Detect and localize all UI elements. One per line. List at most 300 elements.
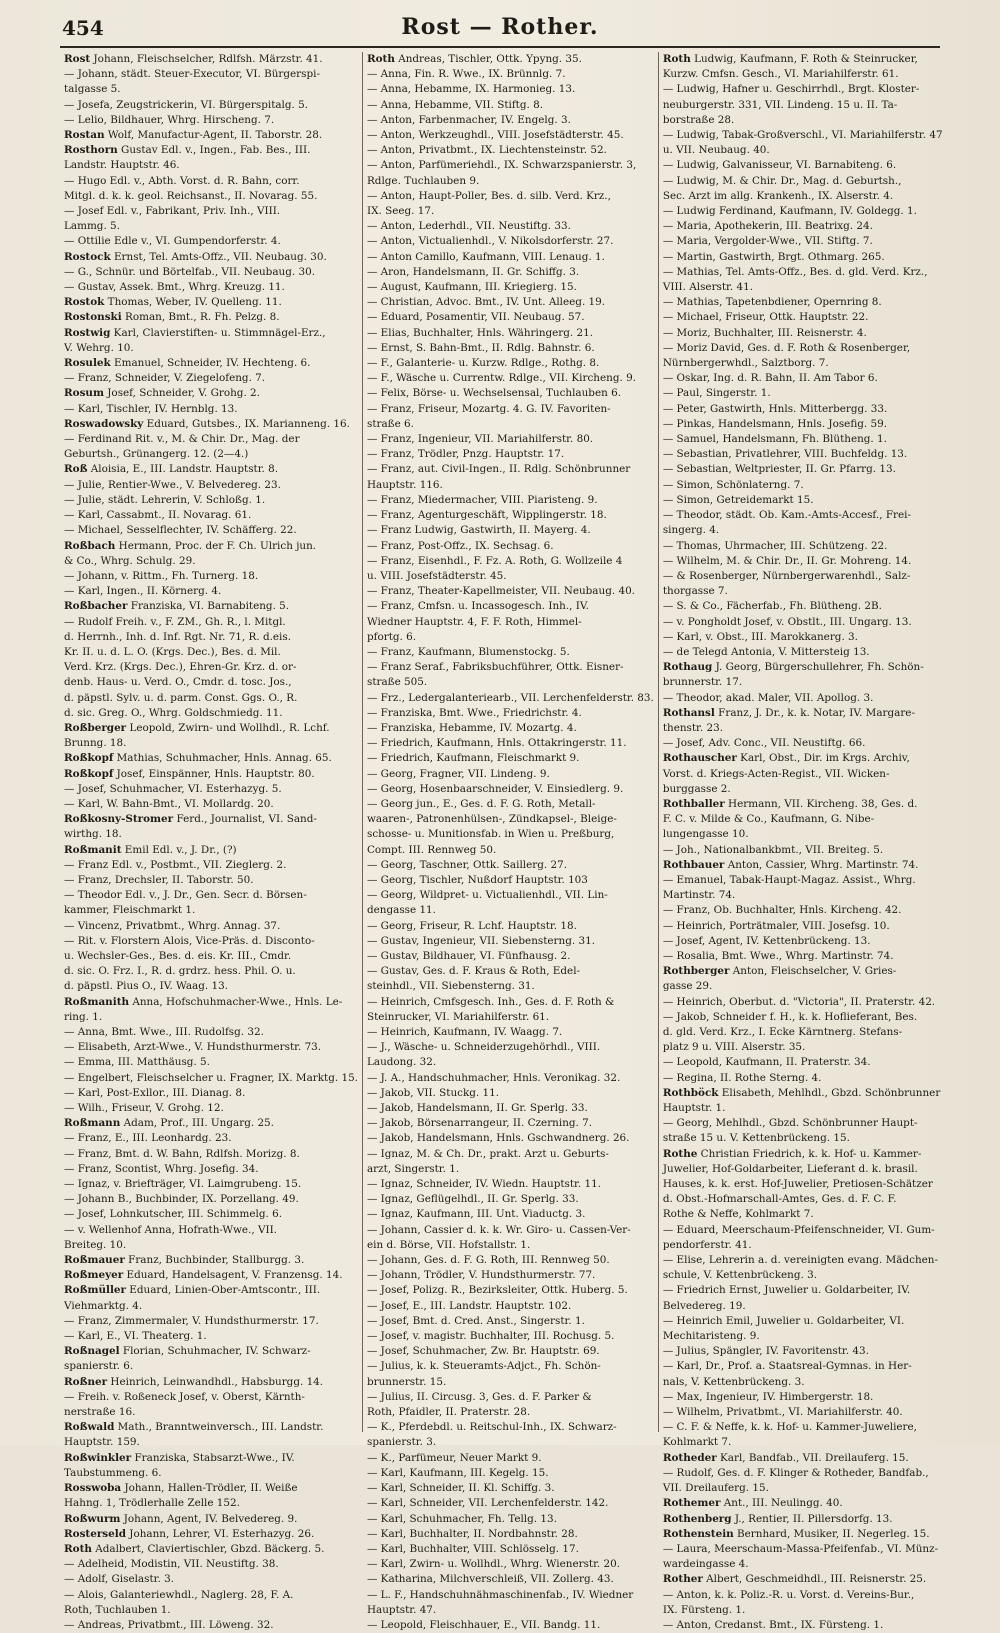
entry-details: Juwelier, Hof-Goldarbeiter, Lieferant d. k. brasil. [662,1162,918,1175]
directory-entry [367,386,654,401]
entry-details: — Ottilie Edle v., VI. Gumpendorferstr. 4. [64,235,281,248]
directory-entry [64,751,358,766]
directory-entry [367,1329,654,1344]
directory-entry [367,1557,654,1572]
directory-entry [663,478,943,493]
entry-details: — Anna, Hebamme, VII. Stiftg. 8. [366,98,544,111]
directory-entry [367,250,654,265]
directory-entry [663,1344,943,1359]
directory-entry [367,1071,654,1086]
entry-details: — F., Galanterie- u. Kurzw. Rdlge., Rothg. 8. [366,357,600,370]
directory-entry [663,1557,943,1572]
entry-details: — F., Wäsche u. Currentw. Rdlge., VII. Kircheng. 9. [366,372,637,385]
directory-entry [64,1207,358,1222]
directory-entry [367,1603,654,1618]
entry-details: dengasse 11. [366,904,436,917]
directory-entry [663,1314,943,1329]
entry-details: — Heinrich Emil, Juwelier u. Goldarbeiter, VI. [662,1314,905,1327]
entry-details: — Adolf, Giselastr. 3. [64,1573,174,1586]
directory-entry [64,812,358,827]
directory-entry [64,721,358,736]
entry-details: — Franz, Cmfsn. u. Incassogesch. Inh., IV. [366,600,589,613]
entry-details: — Julius, II. Circusg. 3, Ges. d. F. Parker & [366,1390,592,1403]
directory-entry [64,691,358,706]
entry-surname: Roßnagel [64,1345,120,1358]
directory-entry [64,964,358,979]
entry-details: V. Wehrg. 10. [64,341,134,354]
directory-entry [367,812,654,827]
entry-details: — Katharina, Milchverschleiß, VII. Zollerg. 43. [366,1573,614,1586]
entry-surname: Rosum [64,387,104,400]
directory-entry [64,1071,358,1086]
directory-entry [367,979,654,994]
entry-details: — Josefa, Zeugstrickerin, VI. Bürgerspitalg. 5. [64,98,309,111]
directory-entry [367,174,654,189]
entry-details: — Elias, Buchhalter, Hnls. Währingerg. 21. [366,326,594,339]
directory-entry [663,751,943,766]
directory-entry [663,964,943,979]
entry-details: d. sic. O. Frz. I., R. d. grdrz. hess. Phil. O. u. [64,965,296,978]
entry-surname: Rothböck [662,1086,719,1099]
entry-details: F. C. v. Milde & Co., Kaufmann, G. Nibe- [662,813,875,826]
entry-details: — Max, Ingenieur, IV. Himbergerstr. 18. [662,1390,874,1403]
entry-surname: Rostock [64,250,111,263]
entry-details: — Julie, städt. Lehrerin, V. Schloßg. 1. [64,493,266,506]
directory-entry [663,903,943,918]
entry-details: — Anton, Privatbmt., IX. Liechtensteinstr. 52. [366,144,607,157]
directory-entry [663,1147,943,1162]
directory-entry [64,1496,358,1511]
entry-details: — Karl, Buchhalter, II. Nordbahnstr. 28. [366,1527,578,1540]
entry-details: — Wilhelm, M. & Chir. Dr., II. Gr. Mohreng. 14. [662,554,912,567]
entry-surname: Rothballer [662,797,725,810]
directory-entry [64,493,358,508]
entry-details: wardeingasse 4. [662,1558,749,1571]
directory-entry [367,341,654,356]
directory-entry [64,189,358,204]
entry-details: — Johann, Trödler, V. Hundsthurmerstr. 77. [366,1269,596,1282]
entry-details: — Karl, Ingen., II. Körnerg. 4. [64,585,222,598]
directory-entry [663,386,943,401]
entry-details: Karl, Clavierstiften- u. Stimmnägel-Erz., [110,326,326,339]
directory-entry [64,1223,358,1238]
directory-entry [367,462,654,477]
entry-details: — K., Pferdebdl. u. Reitschul-Inh., IX. Schwarz- [366,1421,617,1434]
entry-surname: Roßbacher [64,600,128,613]
entry-details: — Georg, Friseur, R. Lchf. Hauptstr. 18. [366,919,577,932]
entry-details: — Julie, Rentier-Wwe., V. Belvedereg. 23. [64,478,281,491]
directory-entry [663,402,943,417]
directory-entry [367,964,654,979]
entry-details: Verd. Krz. (Krgs. Dec.), Ehren-Gr. Krz. d. or- [64,661,297,674]
entry-details: Hauptstr. 1. [662,1102,726,1115]
directory-entry [367,1359,654,1374]
directory-entry [64,1542,358,1557]
entry-surname: Rostwig [64,326,111,339]
entry-details: — Josef, Schuhmacher, VI. Esterhazyg. 5. [64,782,282,795]
entry-details: Rothe & Neffe, Kohlmarkt 7. [662,1208,814,1221]
entry-details: — Sebastian, Weltpriester, II. Gr. Pfarrg. 13. [662,463,896,476]
entry-details: — Ludwig, M. & Chir. Dr., Mag. d. Geburtsh., [662,174,902,187]
entry-details: Viehmarktg. 4. [64,1299,143,1312]
entry-details: Johann, Agent, IV. Belvedereg. 9. [120,1512,298,1525]
directory-entry [64,1329,358,1344]
directory-entry [64,1283,358,1298]
entry-details: Hauptstr. 159. [64,1436,140,1449]
entry-details: — Julius, Spängler, IV. Favoritenstr. 43. [662,1345,869,1358]
entry-details: ein d. Börse, VII. Hofstallstr. 1. [366,1238,531,1251]
entry-details: — Anna, Bmt. Wwe., III. Rudolfsg. 32. [64,1026,264,1038]
entry-details: thenstr. 23. [662,721,724,734]
entry-surname: Rost [64,53,91,65]
entry-details: — Anton, Parfümeriehdl., IX. Schwarzspanierstr. 3, [366,159,637,172]
directory-entry [367,493,654,508]
directory-entry [367,1451,654,1466]
entry-details: d. gld. Verd. Krz., I. Ecke Kärntnerg. Stefans- [662,1026,903,1038]
directory-entry [367,67,654,82]
entry-details: Taubstummeng. 6. [64,1466,162,1479]
directory-entry [64,371,358,386]
directory-entry [64,706,358,721]
entry-details: lungengasse 10. [662,828,749,841]
directory-entry [663,250,943,265]
entry-details: Elisabeth, Mehlhdl., Gbzd. Schönbrunner [718,1086,941,1099]
directory-entry [663,1131,943,1146]
directory-entry [367,1040,654,1055]
entry-details: — Karl, Schneider, II. Kl. Schiffg. 3. [366,1482,555,1495]
entry-details: — Heinrich, Oberbut. d. "Victoria", II. Praterstr. 42. [662,995,936,1008]
directory-entry [367,584,654,599]
directory-entry [367,949,654,964]
directory-entry [663,310,943,325]
entry-details: — Anton, Victualienhdl., V. Nikolsdorferstr. 27. [366,235,614,248]
directory-entry [367,691,654,706]
directory-entry [64,523,358,538]
directory-entry [663,523,943,538]
directory-entry [367,143,654,158]
directory-entry [663,1451,943,1466]
directory-entry [367,827,654,842]
directory-entry [367,204,654,219]
entry-details: — Karl, v. Obst., III. Marokkanerg. 3. [662,630,858,643]
directory-entry [367,995,654,1010]
directory-entry [367,858,654,873]
entry-surname: Roth [366,53,395,65]
directory-entry [64,356,358,371]
entry-details: Anton, Fleischselcher, V. Gries- [729,965,897,978]
entry-surname: Rothe [662,1147,698,1160]
directory-entry [64,675,358,690]
entry-details: — Rosalia, Bmt. Wwe., Whrg. Martinstr. 74. [662,949,894,962]
entry-details: — Franz, Theater-Kapellmeister, VII. Neubaug. 40. [366,585,635,598]
directory-entry [64,660,358,675]
directory-entry [64,1116,358,1131]
entry-details: Ferd., Journalist, VI. Sand- [173,813,317,826]
entry-details: — Moriz, Buchhalter, III. Reisnerstr. 4. [662,326,867,339]
directory-entry [663,736,943,751]
entry-surname: Rothbauer [662,858,725,871]
directory-entry [64,1451,358,1466]
entry-details: — Anton, Werkzeughdl., VIII. Josefstädterstr. 45. [366,129,624,142]
entry-surname: Rotheder [662,1451,717,1464]
column-left [60,52,362,1631]
entry-details: — Thomas, Uhrmacher, III. Schützeng. 22. [662,539,888,552]
entry-details: d. päpstl. Pius O., IV. Waag. 13. [64,980,228,993]
entry-details: — Anna, Fin. R. Wwe., IX. Brünnlg. 7. [366,68,566,81]
directory-entry [64,219,358,234]
directory-entry [64,1055,358,1070]
directory-entry [367,280,654,295]
directory-entry [663,1116,943,1131]
entry-details: Eduard, Linien-Ober-Amtscontr., III. [126,1284,321,1297]
directory-entry [367,1390,654,1405]
directory-entry [367,402,654,417]
entry-details: Lammg. 5. [64,220,120,233]
entry-details: — L. F., Handschuhnähmaschinenfab., IV. Wiedner [366,1588,634,1601]
entry-surname: Roßwurm [64,1512,121,1525]
directory-entry [367,1283,654,1298]
entry-details: — Anton, Haupt-Poller, Bes. d. silb. Verd. Krz., [366,189,611,202]
directory-entry [64,1314,358,1329]
entry-details: Karl, Obst., Dir. im Krgs. Archiv, [736,752,910,765]
directory-entry [64,113,358,128]
entry-details: J., Rentier, II. Pillersdorfg. 13. [731,1512,893,1525]
entry-details: nerstraße 16. [64,1406,136,1419]
entry-details: u. Wechsler-Ges., Bes. d. eis. Kr. III., Cmdr. [64,949,292,962]
entry-details: — Franz, Agenturgeschäft, Wipplingerstr. 18. [366,509,607,522]
column-middle [362,52,658,1631]
entry-details: — Ernst, S. Bahn-Bmt., II. Rdlg. Bahnstr. 6. [366,341,595,354]
entry-details: Hermann, VII. Kircheng. 38, Ges. d. [724,797,918,810]
entry-details: — Anton, k. k. Poliz.-R. u. Vorst. d. Vereins-Bur., [662,1588,915,1601]
directory-entry [663,462,943,477]
entry-details: Mitgl. d. k. k. geol. Reichsanst., II. Novarag. 55. [64,189,318,202]
entry-details: — Jakob, Handelsmann, II. Gr. Sperlg. 33. [366,1102,588,1115]
entry-details: Johann, Fleischselcher, Rdlfsh. Märzstr. 41. [90,53,323,65]
directory-entry [663,645,943,660]
entry-details: IX. Seeg. 17. [366,205,435,218]
directory-entry [663,1618,943,1633]
directory-entry [367,1512,654,1527]
entry-details: — Jakob, Schneider f. H., k. k. Hoflieferant, Bes. [662,1010,918,1023]
entry-details: — Freih. v. Roßeneck Josef, v. Oberst, Kärnth- [64,1390,305,1403]
directory-entry [367,767,654,782]
entry-details: d. sic. Greg. O., Whrg. Goldschmiedg. 11. [64,706,283,719]
entry-details: Ant., III. Neulingg. 40. [720,1497,843,1510]
directory-entry [663,1405,943,1420]
directory-entry [64,341,358,356]
entry-surname: Rostok [64,296,105,309]
entry-details: steinhdl., VII. Siebensterng. 31. [366,980,535,993]
entry-surname: Rothberger [662,965,730,978]
entry-surname: Rostan [64,129,105,142]
directory-entry [64,432,358,447]
entry-details: — Hugo Edl. v., Abth. Vorst. d. R. Bahn, corr. [64,174,300,187]
entry-details: Kurzw. Cmfsn. Gesch., VI. Mariahilferstr. 61. [662,68,899,81]
entry-details: — Christian, Advoc. Bmt., IV. Unt. Alleeg. 19. [366,296,606,309]
directory-entry [663,1420,943,1435]
directory-entry [663,1283,943,1298]
directory-entry [64,584,358,599]
directory-entry [64,386,358,401]
directory-entry [64,462,358,477]
entry-details: burggasse 2. [662,782,731,795]
directory-entry [367,1055,654,1070]
entry-details: — Franz, Ob. Buchhalter, Hnls. Kircheng. 42. [662,904,902,917]
directory-entry [367,843,654,858]
directory-entry [367,1375,654,1390]
directory-entry [367,1618,654,1633]
directory-entry [367,1147,654,1162]
entry-details: — Franz, Kaufmann, Blumenstockg. 5. [366,645,570,658]
directory-entry [367,569,654,584]
directory-entry [64,1238,358,1253]
directory-entry [367,1192,654,1207]
directory-entry [367,128,654,143]
entry-details: — Lelio, Bildhauer, Whrg. Hirscheng. 7. [64,113,275,126]
directory-entry [64,417,358,432]
entry-details: — Rit. v. Florstern Alois, Vice-Präs. d. Disconto- [64,934,315,947]
directory-entry [663,949,943,964]
directory-entry [64,615,358,630]
directory-entry [663,569,943,584]
entry-details: — Friedrich Ernst, Juwelier u. Goldarbeiter, IV. [662,1284,911,1297]
directory-entry [663,797,943,812]
directory-entry [663,432,943,447]
directory-entry [367,1588,654,1603]
entry-details: d. Herrnh., Inh. d. Inf. Rgt. Nr. 71, R. d.eis. [64,630,292,643]
entry-details: Steinrucker, VI. Mariahilferstr. 61. [366,1010,550,1023]
entry-details: Anna, Hofschuhmacher-Wwe., Hnls. Le- [129,995,343,1008]
entry-surname: Rosthorn [64,144,118,157]
entry-details: Kohlmarkt 7. [662,1436,732,1449]
directory-entry [64,204,358,219]
entry-details: — Anton, Lederhdl., VII. Neustiftg. 33. [366,220,571,233]
directory-entry [64,843,358,858]
directory-entry [663,67,943,82]
entry-details: borstraße 28. [662,113,735,126]
entry-details: — Moriz David, Ges. d. F. Roth & Rosenberger, [662,341,911,354]
entry-details: — Johann, Ges. d. F. G. Roth, III. Rennweg 50. [366,1254,610,1267]
entry-details: — Gustav, Assek. Bmt., Whrg. Kreuzg. 11. [64,281,285,294]
entry-details: — Georg, Hosenbaarschneider, V. Einsiedlerg. 9. [366,782,624,795]
entry-details: nals, V. Kettenbrückeng. 3. [662,1375,805,1388]
directory-entry [663,1192,943,1207]
entry-details: — Josef Edl. v., Fabrikant, Priv. Inh., VIII. [64,205,281,218]
entry-details: Landstr. Hauptstr. 46. [64,159,180,172]
entry-details: — Andreas, Privatbmt., III. Löweng. 32. [64,1618,274,1631]
entry-details: — Josef, Adv. Conc., VII. Neustiftg. 66. [662,737,866,750]
entry-details: straße 505. [366,676,428,689]
entry-details: schosse- u. Munitionsfab. in Wien u. Preßburg, [366,828,615,841]
entry-details: — Ignaz, Kaufmann, III. Unt. Viaductg. 3. [366,1208,586,1221]
entry-details: — Karl, Post-Exllor., III. Dianag. 8. [64,1086,246,1099]
entry-surname: Rosulek [64,357,111,370]
entry-details: — Karl, Tischler, IV. Hernblg. 13. [64,402,238,415]
directory-entry [367,1572,654,1587]
entry-details: — Franz, Schneider, V. Ziegelofeng. 7. [64,372,266,385]
directory-entry [367,1496,654,1511]
directory-entry [663,265,943,280]
entry-details: — Johann, Cassier d. k. k. Wr. Giro- u. Cassen-Ver- [366,1223,631,1236]
running-head: Rost — Rother. [401,14,599,40]
entry-details: — Aron, Handelsmann, II. Gr. Schiffg. 3. [366,265,580,278]
entry-details: Aloisia, E., III. Landstr. Hauptstr. 8. [87,463,279,476]
directory-entry [663,1071,943,1086]
directory-entry [64,888,358,903]
directory-entry [663,1588,943,1603]
directory-entry [64,143,358,158]
entry-details: — Joh., Nationalbankbmt., VII. Breiteg. 5. [662,843,884,856]
entry-surname: Rosterseld [64,1527,126,1540]
entry-details: Roth, Tuchlauben 1. [64,1603,171,1616]
directory-entry [64,1147,358,1162]
directory-entry [64,858,358,873]
directory-entry [64,478,358,493]
entry-details: Heinrich, Leinwandhdl., Habsburgg. 14. [107,1375,324,1388]
entry-details: — Maria, Apothekerin, III. Beatrixg. 24. [662,220,873,233]
entry-surname: Rother [662,1573,703,1586]
directory-entry [64,326,358,341]
entry-details: — Wilhelm, Privatbmt., VI. Mariahilferstr. 40. [662,1406,903,1419]
directory-entry [64,1359,358,1374]
entry-details: Vorst. d. Kriegs-Acten-Regist., VII. Wicken- [662,767,890,780]
entry-details: — Leopold, Kaufmann, II. Praterstr. 34. [662,1056,871,1069]
entry-details: Mechitaristeng. 9. [662,1330,760,1343]
entry-details: u. VIII. Josefstädterstr. 45. [366,569,507,582]
directory-entry [663,113,943,128]
entry-details: Albert, Geschmeidhdl., III. Reisnerstr. 25. [702,1573,927,1586]
directory-entry [367,721,654,736]
entry-details: — G., Schnür. und Börtelfab., VII. Neubaug. 30. [64,265,315,278]
directory-entry [663,158,943,173]
entry-details: Emanuel, Schneider, IV. Hechteng. 6. [110,357,311,370]
entry-details: — Pinkas, Handelsmann, Hnls. Josefig. 59. [662,417,888,430]
directory-entry [64,1040,358,1055]
directory-entry [663,128,943,143]
entry-details: — Jakob, Börsenarrangeur, II. Czerning. 7. [366,1117,593,1130]
directory-entry [367,934,654,949]
entry-details: arzt, Singerstr. 1. [366,1162,460,1175]
directory-entry [663,1055,943,1070]
entry-surname: Roßmeyer [64,1269,124,1282]
entry-details: — Michael, Friseur, Ottk. Hauptstr. 22. [662,311,869,324]
directory-entry [663,82,943,97]
directory-entry [367,447,654,462]
directory-entry [367,478,654,493]
directory-entry [367,751,654,766]
entry-details: Hahng. 1, Trödlerhalle Zelle 152. [64,1497,240,1510]
entry-details: gasse 29. [662,980,713,993]
entry-details: — Simon, Getreidemarkt 15. [662,493,814,506]
entry-surname: Roßmüller [64,1284,126,1297]
entry-details: neuburgerstr. 331, VII. Lindeng. 15 u. II. Ta- [662,98,898,111]
directory-entry [663,1162,943,1177]
entry-details: — Vincenz, Privatbmt., Whrg. Annag. 37. [64,919,281,932]
directory-entry [367,98,654,113]
entry-details: Franziska, Stabsarzt-Wwe., IV. [131,1451,295,1464]
directory-entry [64,1268,358,1283]
entry-details: — Georg, Mehlhdl., Gbzd. Schönbrunner Haupt- [662,1117,918,1130]
entry-surname: Roßner [64,1375,108,1388]
entry-details: Eduard, Handelsagent, V. Franzensg. 14. [123,1269,343,1282]
entry-details: Adam, Prof., III. Ungarg. 25. [120,1117,274,1130]
directory-entry [663,143,943,158]
entry-details: — Heinrich, Cmfsgesch. Inh., Ges. d. F. Roth & [366,995,615,1008]
directory-entry [663,1025,943,1040]
directory-entry [663,1496,943,1511]
directory-entry [663,584,943,599]
